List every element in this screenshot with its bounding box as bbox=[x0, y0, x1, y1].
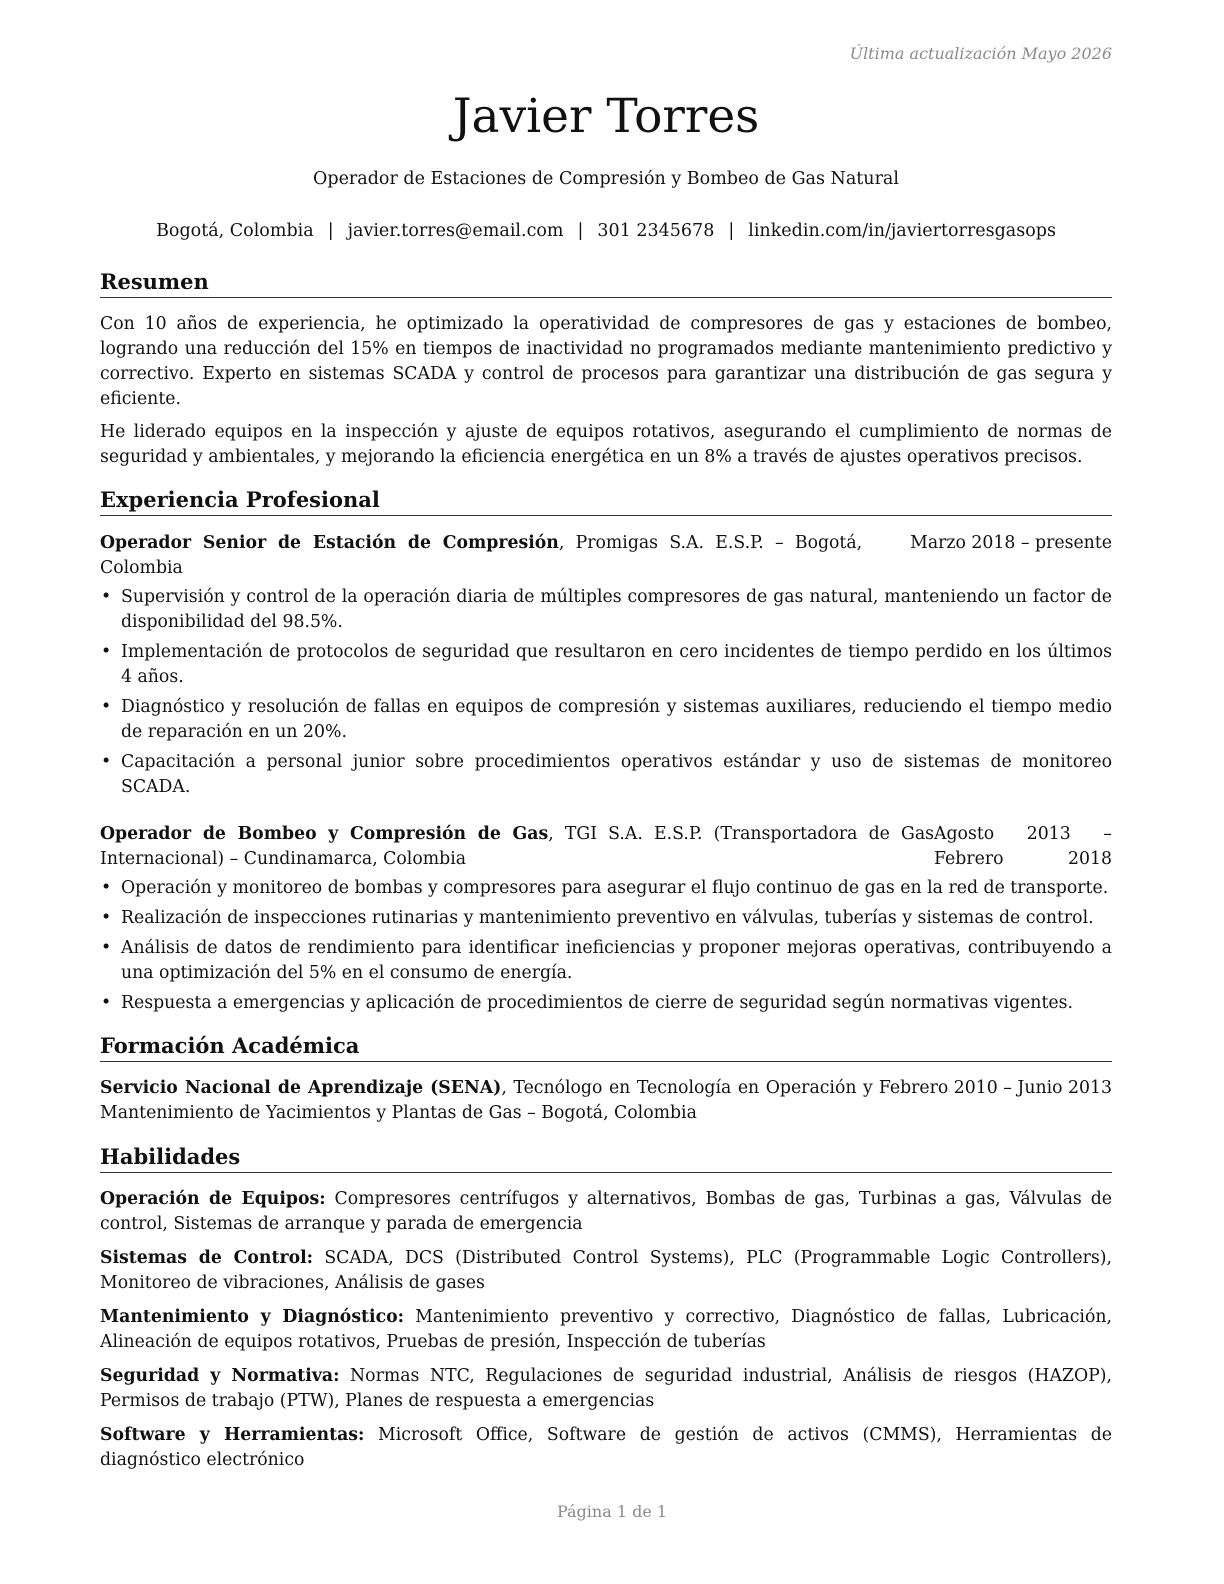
skill-value: SCADA, DCS (Distributed Control Systems), PLC (Programmable Logic Controllers), Monitoreo de vibraciones, Análisis de gases bbox=[100, 1248, 1112, 1293]
skill-label: Sistemas de Control: bbox=[100, 1248, 314, 1268]
list-item: • Operación y monitoreo de bombas y compresores para asegurar el flujo continuo de gas en la red de transporte. bbox=[100, 876, 1112, 901]
education-entry bbox=[100, 1076, 1112, 1126]
page-number: Página 1 de 1 bbox=[556, 1502, 668, 1521]
contact-separator: | bbox=[327, 221, 334, 241]
job-dates: Marzo 2018 – presente bbox=[910, 533, 1112, 553]
education-institution: Servicio Nacional de Aprendizaje (SENA) bbox=[100, 1078, 502, 1098]
job-organization: , TGI S.A. E.S.P. (Transportadora de Gas Internacional) – Cundinamarca, Colombia bbox=[100, 824, 934, 869]
summary-paragraph: He liderado equipos en la inspección y ajuste de equipos rotativos, asegurando el cumplimiento de normas de seguridad y ambientales, y mejorando la eficiencia energética en un 8% a través de ajustes operativos precisos. bbox=[100, 422, 1112, 467]
skill-value: Normas NTC, Regulaciones de seguridad industrial, Análisis de riesgos (HAZOP), Permisos de trabajo (PTW), Planes de respuesta a emergencias bbox=[100, 1366, 1112, 1411]
contact-separator: | bbox=[577, 221, 584, 241]
job-entry bbox=[100, 822, 1112, 1016]
skill-label: Mantenimiento y Diagnóstico: bbox=[100, 1307, 405, 1327]
education-degree: , Tecnólogo en Tecnología en Operación y Mantenimiento de Yacimientos y Plantas de Gas – Bogotá, Colombia bbox=[100, 1078, 873, 1123]
skill-value: Compresores centrífugos y alternativos, Bombas de gas, Turbinas a gas, Válvulas de control, Sistemas de arranque y parada de emergencia bbox=[100, 1189, 1112, 1234]
list-item: • Diagnóstico y resolución de fallas en equipos de compresión y sistemas auxiliares, reduciendo el tiempo medio de reparación en un 20%. bbox=[100, 695, 1112, 745]
candidate-name: Javier Torres bbox=[452, 89, 760, 144]
job-dates: Agosto 2013 – Febrero 2018 bbox=[934, 824, 1112, 869]
contact-separator: | bbox=[728, 221, 735, 241]
skill-label: Operación de Equipos: bbox=[100, 1189, 326, 1209]
skills-heading: Habilidades bbox=[100, 1143, 1112, 1173]
skill-label: Software y Herramientas: bbox=[100, 1425, 365, 1445]
job-bullets bbox=[100, 585, 1112, 800]
job-role: Operador de Bombeo y Compresión de Gas bbox=[100, 824, 549, 844]
job-organization: , Promigas S.A. E.S.P. – Bogotá, Colombia bbox=[100, 533, 863, 578]
skill-row bbox=[100, 1187, 1112, 1237]
skill-label: Seguridad y Normativa: bbox=[100, 1366, 340, 1386]
contact-location: Bogotá, Colombia bbox=[156, 221, 314, 241]
contact-line bbox=[100, 219, 1112, 243]
list-item: • Capacitación a personal junior sobre procedimientos operativos estándar y uso de sistemas de monitoreo SCADA. bbox=[100, 750, 1112, 800]
education-heading: Formación Académica bbox=[100, 1032, 1112, 1062]
skill-value: Mantenimiento preventivo y correctivo, Diagnóstico de fallas, Lubricación, Alineación de equipos rotativos, Pruebas de presión, Inspección de tuberías bbox=[100, 1307, 1112, 1352]
skill-value: Microsoft Office, Software de gestión de activos (CMMS), Herramientas de diagnóstico electrónico bbox=[100, 1425, 1112, 1470]
skill-row bbox=[100, 1423, 1112, 1473]
skill-row bbox=[100, 1364, 1112, 1414]
summary-heading: Resumen bbox=[100, 268, 1112, 298]
contact-email[interactable]: javier.torres@email.com bbox=[347, 221, 564, 241]
education-dates: Febrero 2010 – Junio 2013 bbox=[878, 1078, 1112, 1098]
resume-content bbox=[100, 268, 1112, 1473]
list-item: • Respuesta a emergencias y aplicación de procedimientos de cierre de seguridad según normativas vigentes. bbox=[100, 991, 1112, 1016]
list-item: • Realización de inspecciones rutinarias y mantenimiento preventivo en válvulas, tuberías y sistemas de control. bbox=[100, 906, 1112, 931]
last-updated: Última actualización Mayo 2026 bbox=[849, 44, 1112, 63]
candidate-tagline: Operador de Estaciones de Compresión y Bombeo de Gas Natural bbox=[313, 169, 899, 189]
job-bullets bbox=[100, 876, 1112, 1016]
list-item: • Supervisión y control de la operación diaria de múltiples compresores de gas natural, manteniendo un factor de disponibilidad del 98.5%. bbox=[100, 585, 1112, 635]
contact-linkedin[interactable]: linkedin.com/in/javiertorresgasops bbox=[748, 221, 1056, 241]
summary-paragraph: Con 10 años de experiencia, he optimizado la operatividad de compresores de gas y estaciones de bombeo, logrando una reducción del 15% en tiempos de inactividad no programados mediante mantenimiento predictivo y correctivo. Experto en sistemas SCADA y control de procesos para garantizar una distribución de gas segura y eficiente. bbox=[100, 314, 1112, 409]
experience-heading: Experiencia Profesional bbox=[100, 486, 1112, 516]
job-header bbox=[100, 531, 1112, 581]
job-entry bbox=[100, 531, 1112, 800]
skill-row bbox=[100, 1246, 1112, 1296]
skill-row bbox=[100, 1305, 1112, 1355]
job-header bbox=[100, 822, 1112, 872]
contact-phone: 301 2345678 bbox=[597, 221, 715, 241]
list-item: • Análisis de datos de rendimiento para identificar ineficiencias y proponer mejoras operativas, contribuyendo a una optimización del 5% en el consumo de energía. bbox=[100, 936, 1112, 986]
job-role: Operador Senior de Estación de Compresión bbox=[100, 533, 559, 553]
list-item: • Implementación de protocolos de seguridad que resultaron en cero incidentes de tiempo perdido en los últimos 4 años. bbox=[100, 640, 1112, 690]
